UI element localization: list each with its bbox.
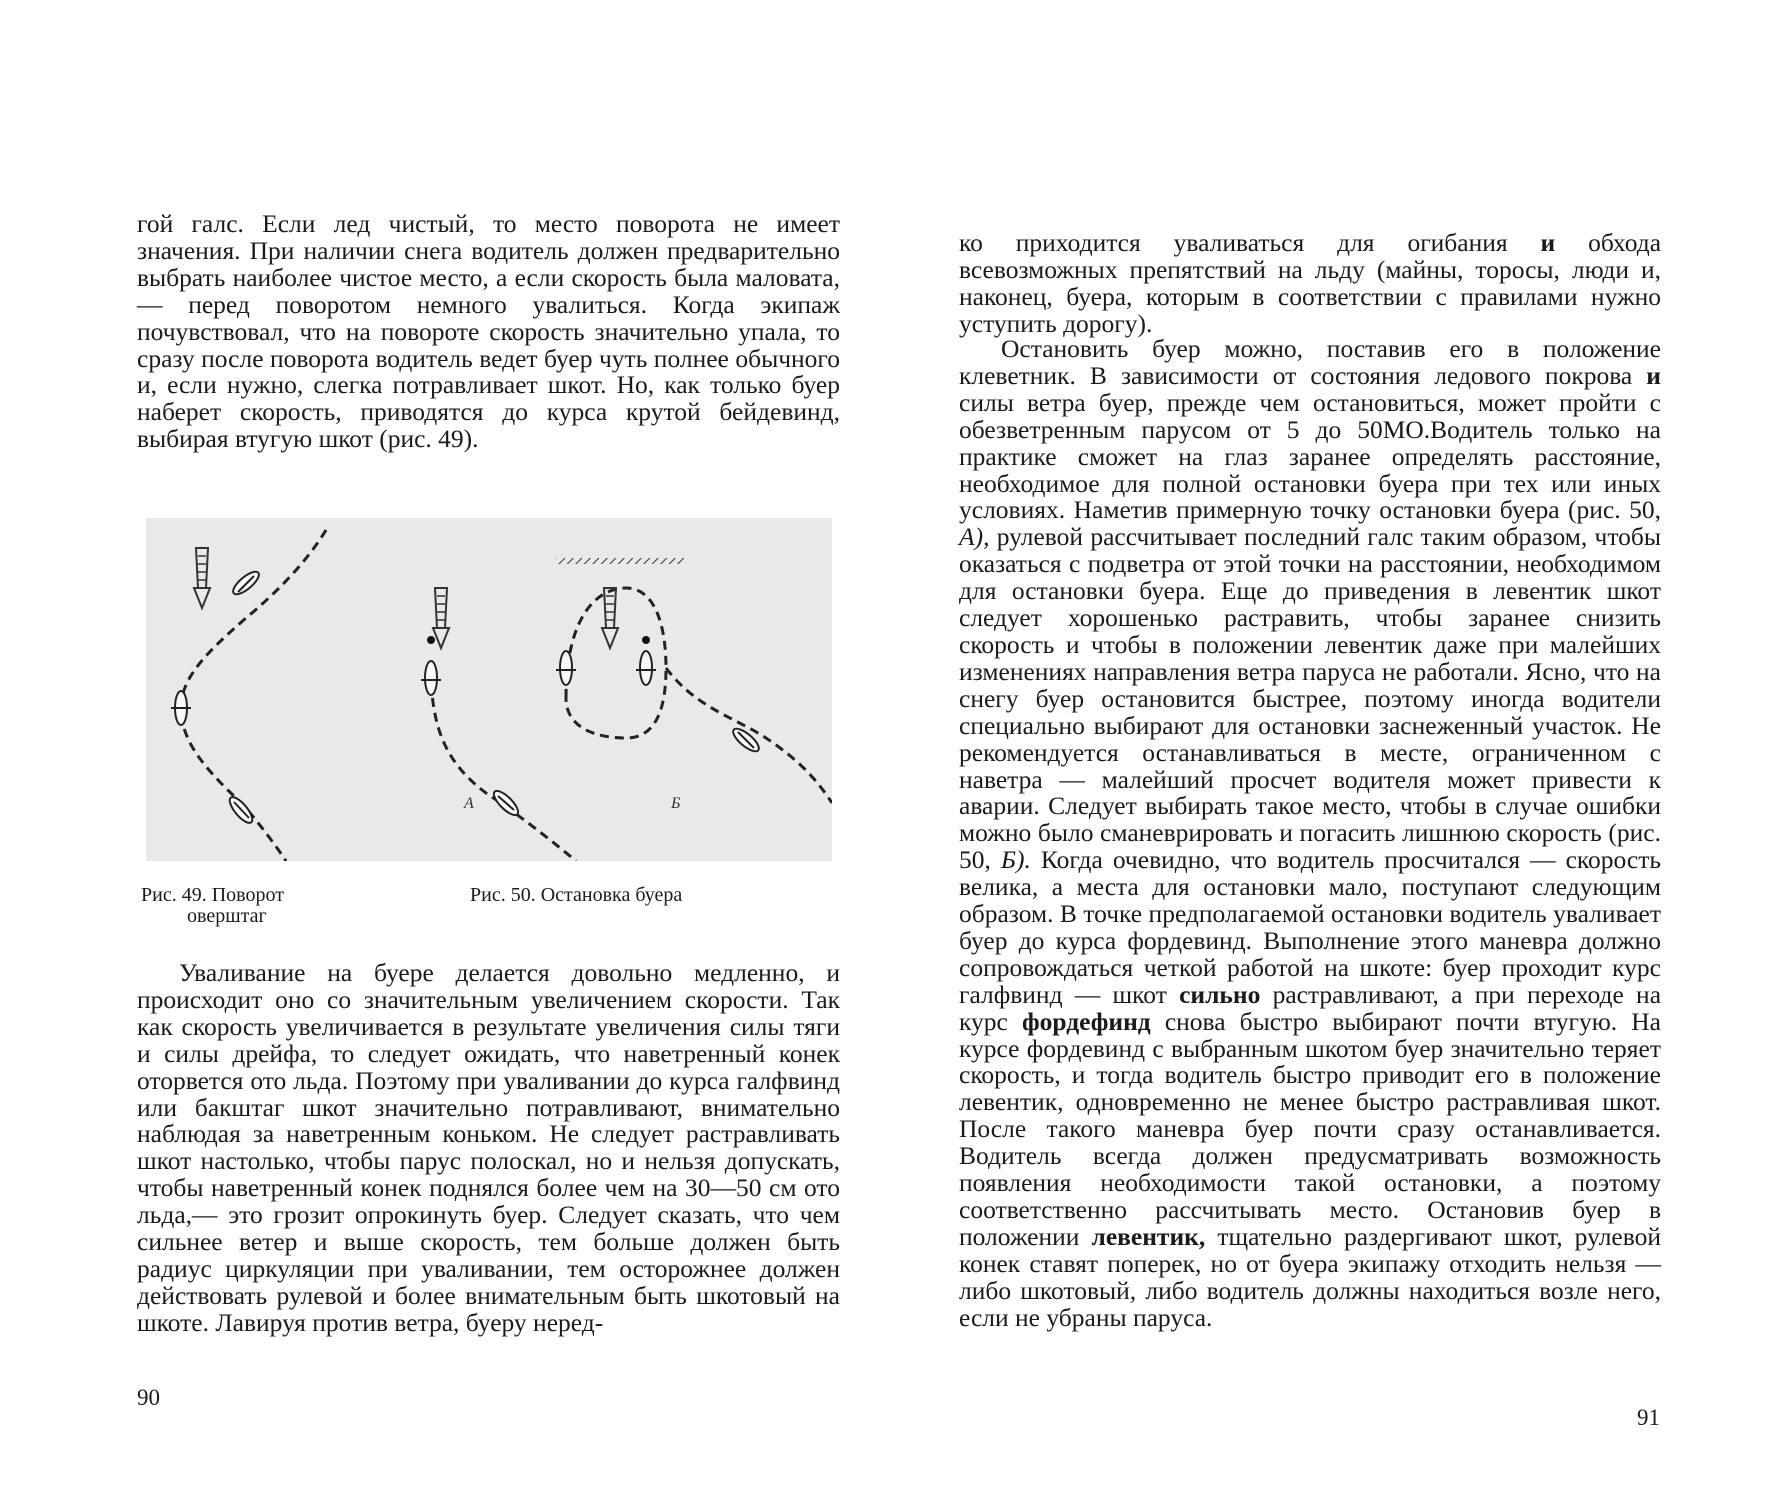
text-run: силы ветра буер, прежде чем остановиться, может пройти с обезветренным парусом от 5 до 50МО.Водитель только на практике сможет на глаз заранее определять расстояние, необходимое для полной остановки буера при тех или иных условиях. Наметив примерную точку остановки буера (рис. 50, bbox=[959, 387, 1661, 525]
left-paragraph-2-text: Уваливание на буере делается довольно медленно, и происходит оно со значительным увеличением скорости. Так как скорость увеличивается в результате увеличения силы тяги и силы дрейфа, то следует ожидать, что наветренный конек оторвется ото льда. Поэтому при уваливании до курса галфвинд или бакштаг шкот значительно потравливают, внимательно наблюдая за наветренным коньком. Не следует растравливать шкот настолько, чтобы парус полоскал, но и нельзя допускать, чтобы наветренный конек поднялся более чем на 30—50 см ото льда,— это грозит опрокинуть буер. Следует сказать, что чем сильнее ветер и выше скорость, тем больше должен быть радиус циркуляции при уваливании, тем осторожнее должен действовать рулевой и более внимательным быть шкотовый на шкоте. Лавируя против ветра, буеру неред- bbox=[137, 958, 840, 1337]
figure-49-caption bbox=[141, 885, 401, 927]
figure-49-50-illustration bbox=[146, 518, 832, 861]
left-paragraph-1-text: гой галс. Если лед чистый, то место поворота не имеет значения. При наличии снега водитель должен предварительно выбрать наиболее чистое место, а если скорость была маловата,— перед поворотом немного увалиться. Когда экипаж почувствовал, что на повороте скорость значительно упала, то сразу после поворота водитель ведет буер чуть полнее обычного и, если нужно, слегка потравливает шкот. Но, как только буер наберет скорость, приводятся до курса крутой бейдевинд, выбирая втугую шкот (рис. 49). bbox=[137, 209, 840, 454]
text-run: обхода всевозможных препятствий на льду (майны, торосы, люди и, наконец, буера, которым в соответствии с правилами нужно уступить дорогу). bbox=[959, 228, 1662, 338]
text-run: ко приходится уваливаться для огибания bbox=[959, 228, 1541, 257]
right-paragraph-1-text bbox=[959, 230, 1661, 338]
bold-run: и bbox=[1540, 228, 1556, 257]
text-run: тщательно раздергивают шкот, рулевой конек ставят поперек, но от буера экипажу отходить нельзя — либо шкотовый, либо водитель должны находиться возле него, если не убраны паруса. bbox=[959, 1221, 1661, 1332]
bold-run: сильно bbox=[1179, 979, 1261, 1009]
iceboat-7 bbox=[640, 651, 652, 685]
bold-run: и bbox=[1646, 360, 1661, 390]
left-page bbox=[0, 0, 891, 1498]
wind-arrow-2 bbox=[433, 588, 449, 648]
bold-run: левентик, bbox=[1091, 1221, 1206, 1251]
stop-point-b bbox=[642, 636, 650, 644]
left-paragraph-2 bbox=[137, 960, 840, 1337]
fig50-label-b: Б bbox=[671, 795, 681, 812]
right-page bbox=[891, 0, 1783, 1498]
fig50-label-a: А bbox=[464, 795, 474, 812]
right-paragraph-2 bbox=[959, 336, 1661, 1332]
figure-49-caption-line1: Рис. 49. Поворот bbox=[141, 884, 284, 906]
iceboat-4 bbox=[425, 661, 437, 695]
wind-arrow-1 bbox=[194, 548, 210, 608]
maneuver-diagram bbox=[146, 518, 832, 861]
right-paragraph-2-text bbox=[959, 336, 1661, 1332]
text-run: Остановить буер можно, поставив его в положение клеветник. В зависимости от состояния ледового покрова bbox=[959, 334, 1661, 390]
bold-run: фордефинд bbox=[1021, 1006, 1151, 1036]
page-number-right: 91 bbox=[1637, 1405, 1660, 1430]
stop-point-a bbox=[427, 636, 435, 644]
wind-arrow-3 bbox=[602, 588, 618, 648]
figure-49-caption-line2: оверштаг bbox=[187, 905, 267, 927]
italic-run: Б). bbox=[1000, 845, 1031, 875]
text-run: растравливают, а при переходе на курс bbox=[959, 979, 1662, 1036]
text-run: Когда очевидно, что водитель просчитался — скорость велика, а места для остановки мало, поступают следующим образом. В точке предполагаемой остановки водитель уваливает буер до курса фордевинд. Выполнение этого маневра должно сопровождаться четкой работой на шкоте: буер проходит курс галфвинд — шкот bbox=[959, 845, 1662, 1009]
left-paragraph-1 bbox=[137, 211, 840, 453]
figure-50-caption: Рис. 50. Остановка буера bbox=[470, 884, 683, 906]
page-number-left: 90 bbox=[137, 1385, 160, 1410]
italic-run: А), bbox=[959, 522, 990, 552]
obstacle-hatch bbox=[556, 558, 686, 564]
fig50a-path bbox=[431, 668, 576, 861]
iceboat-6 bbox=[560, 651, 572, 685]
right-paragraph-1 bbox=[959, 230, 1661, 338]
text-run: рулевой рассчитывает последний галс таким образом, чтобы оказаться с подветра от этой точки на расстоянии, необходимом для остановки буера. Еще до приведения в левентик шкот следует хорошенько растравить, чтобы заранее снизить скорость и чтобы в положении левентик даже при малейших изменениях направления ветра паруса не работали. Ясно, что на снегу буер остановится быстрее, поэтому иногда водители специально выбирают для остановки заснеженный участок. Не рекомендуется останавливаться в месте, ограниченном с наветра — малейший просчет водителя может привести к аварии. Следует выбирать такое место, чтобы в случае ошибки можно было сманеврировать и погасить лишнюю скорость (рис. 50, bbox=[959, 522, 1661, 875]
text-run: снова быстро выбирают почти втугую. На курсе фордевинд с выбранным шкотом буер значительно теряет скорость, и тогда водитель быстро приводит его в положение левентик, одновременно не менее быстро растравливая шкот. После такого маневра буер почти сразу останавливается. Водитель всегда должен предусматривать возможность появления необходимости такой остановки, а поэтому соответственно рассчитывать место. Остановив буер в положении bbox=[959, 1006, 1661, 1251]
